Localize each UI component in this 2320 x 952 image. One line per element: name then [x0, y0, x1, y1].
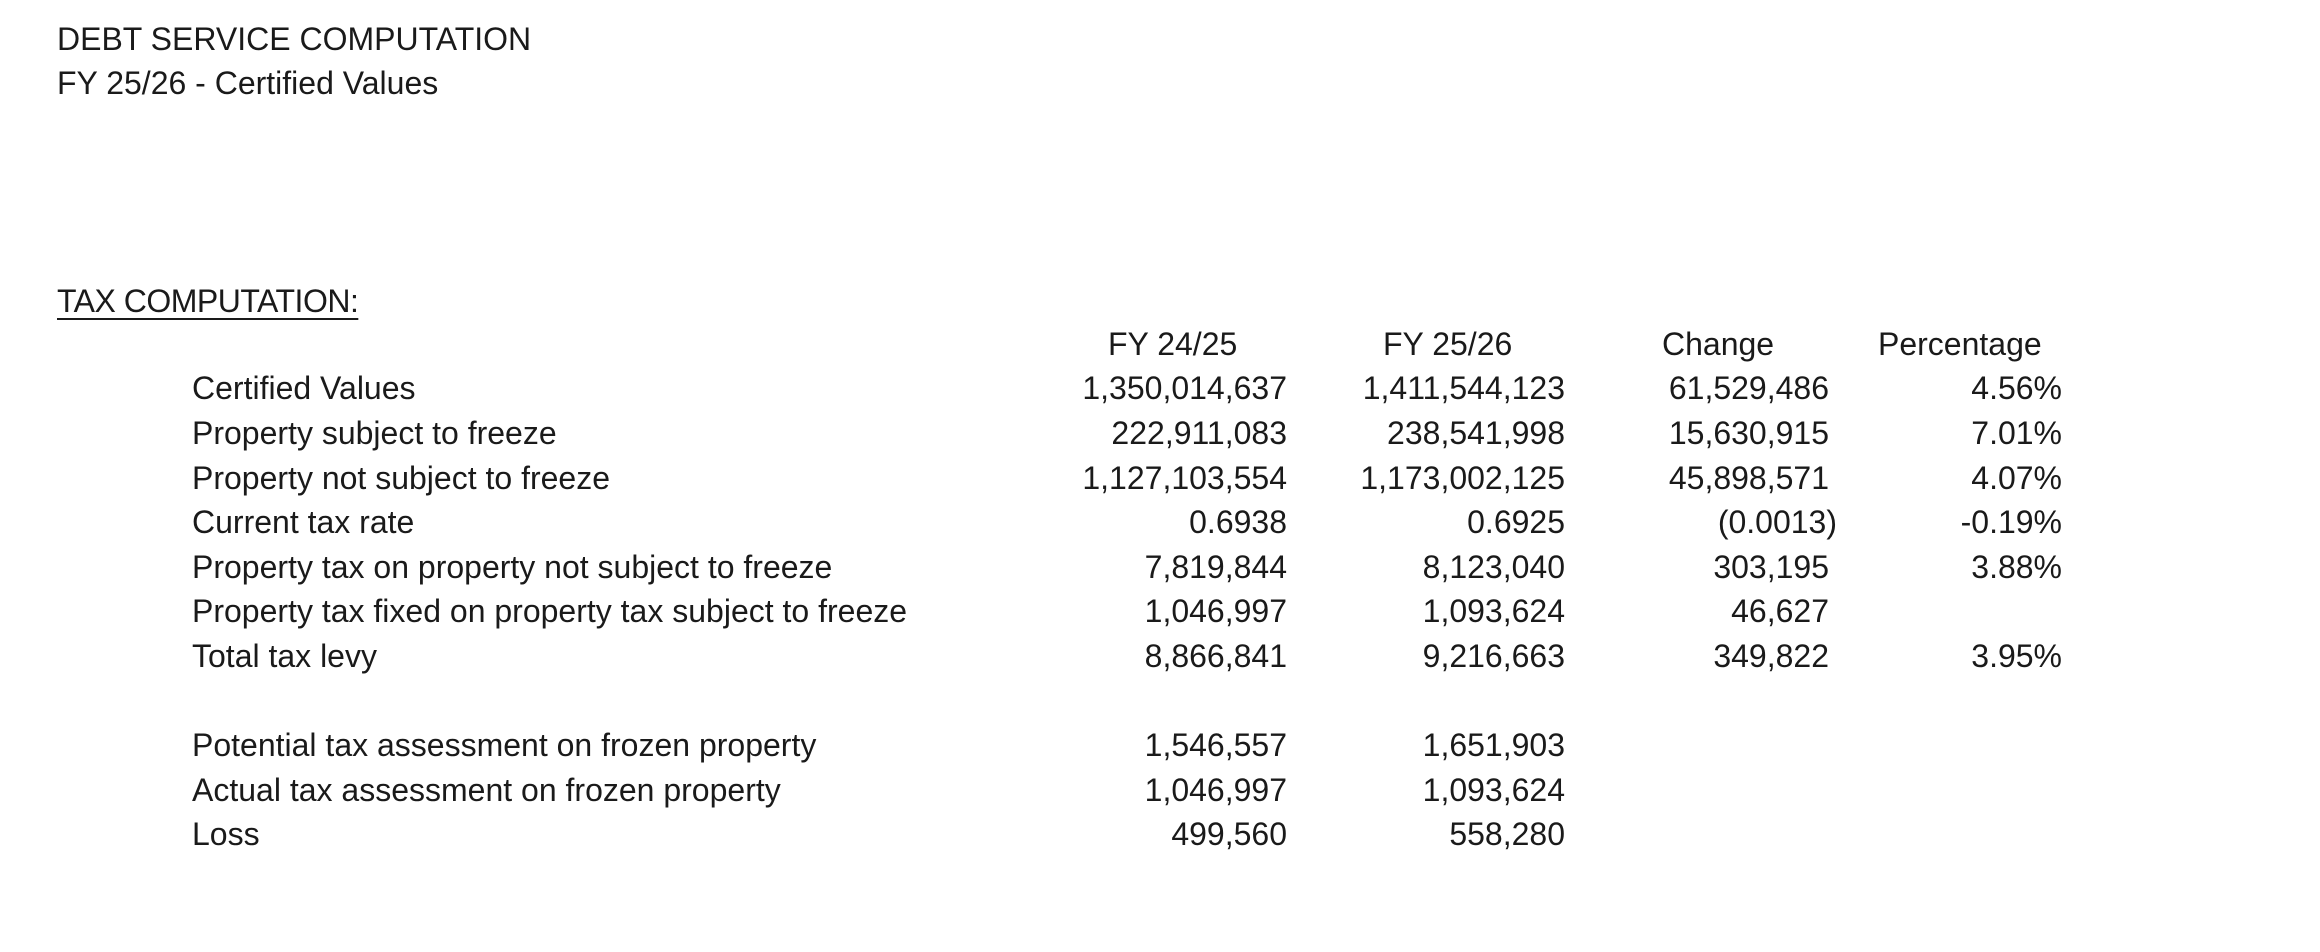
value-change: 46,627 [1731, 593, 1829, 629]
value-fy2425: 1,546,557 [1144, 727, 1287, 763]
value-fy2425: 8,866,841 [1144, 638, 1287, 674]
column-header-fy2425: FY 24/25 [1108, 326, 1238, 362]
table-row [0, 545, 2320, 589]
table-row [0, 723, 2320, 767]
value-percentage: 3.88% [1971, 549, 2062, 585]
row-label: Actual tax assessment on frozen property [192, 772, 781, 808]
value-percentage: 7.01% [1971, 415, 2062, 451]
value-change: 303,195 [1713, 549, 1829, 585]
value-fy2526: 1,093,624 [1422, 772, 1565, 808]
row-label: Property tax fixed on property tax subject to freeze [192, 593, 908, 629]
value-fy2526: 9,216,663 [1422, 638, 1565, 674]
value-fy2526: 558,280 [1449, 816, 1565, 852]
value-percentage: 4.56% [1971, 370, 2062, 406]
row-label: Potential tax assessment on frozen property [192, 727, 817, 763]
table-row [0, 366, 2320, 410]
row-label: Property tax on property not subject to freeze [192, 549, 833, 585]
table-row [0, 500, 2320, 544]
value-change: 15,630,915 [1668, 415, 1829, 451]
table-row [0, 768, 2320, 812]
value-change: 349,822 [1713, 638, 1829, 674]
value-change: 45,898,571 [1668, 460, 1829, 496]
value-fy2526: 1,651,903 [1422, 727, 1565, 763]
value-fy2425: 1,046,997 [1144, 772, 1287, 808]
value-fy2526: 1,411,544,123 [1362, 370, 1565, 406]
value-fy2425: 1,046,997 [1144, 593, 1287, 629]
row-label: Current tax rate [192, 504, 415, 540]
row-label: Property not subject to freeze [192, 460, 610, 496]
row-label: Total tax levy [192, 638, 377, 674]
value-change: 61,529,486 [1668, 370, 1829, 406]
table-row [0, 456, 2320, 500]
row-label: Property subject to freeze [192, 415, 557, 451]
value-percentage: 4.07% [1971, 460, 2062, 496]
value-fy2425: 7,819,844 [1144, 549, 1287, 585]
value-fy2425: 0.6938 [1189, 504, 1287, 540]
value-fy2425: 1,350,014,637 [1082, 370, 1287, 406]
table-row [0, 812, 2320, 856]
document-title: DEBT SERVICE COMPUTATION [57, 21, 532, 57]
table-row [0, 634, 2320, 678]
value-percentage: 3.95% [1971, 638, 2062, 674]
value-fy2526: 0.6925 [1467, 504, 1565, 540]
value-fy2526: 8,123,040 [1422, 549, 1565, 585]
value-fy2526: 238,541,998 [1387, 415, 1565, 451]
table-row [0, 411, 2320, 455]
value-percentage: -0.19% [1960, 504, 2062, 540]
value-fy2425: 1,127,103,554 [1082, 460, 1287, 496]
value-change: (0.0013) [1717, 504, 1837, 540]
column-header-fy2526: FY 25/26 [1383, 326, 1513, 362]
value-fy2526: 1,173,002,125 [1360, 460, 1565, 496]
value-fy2425: 499,560 [1171, 816, 1287, 852]
value-fy2526: 1,093,624 [1422, 593, 1565, 629]
column-header-percentage: Percentage [1878, 326, 2042, 362]
row-label: Loss [192, 816, 260, 852]
column-header-change: Change [1662, 326, 1775, 362]
document-subtitle: FY 25/26 - Certified Values [57, 65, 439, 101]
section-heading: TAX COMPUTATION: [57, 283, 359, 319]
table-row [0, 589, 2320, 633]
row-label: Certified Values [192, 370, 416, 406]
value-fy2425: 222,911,083 [1111, 415, 1287, 451]
